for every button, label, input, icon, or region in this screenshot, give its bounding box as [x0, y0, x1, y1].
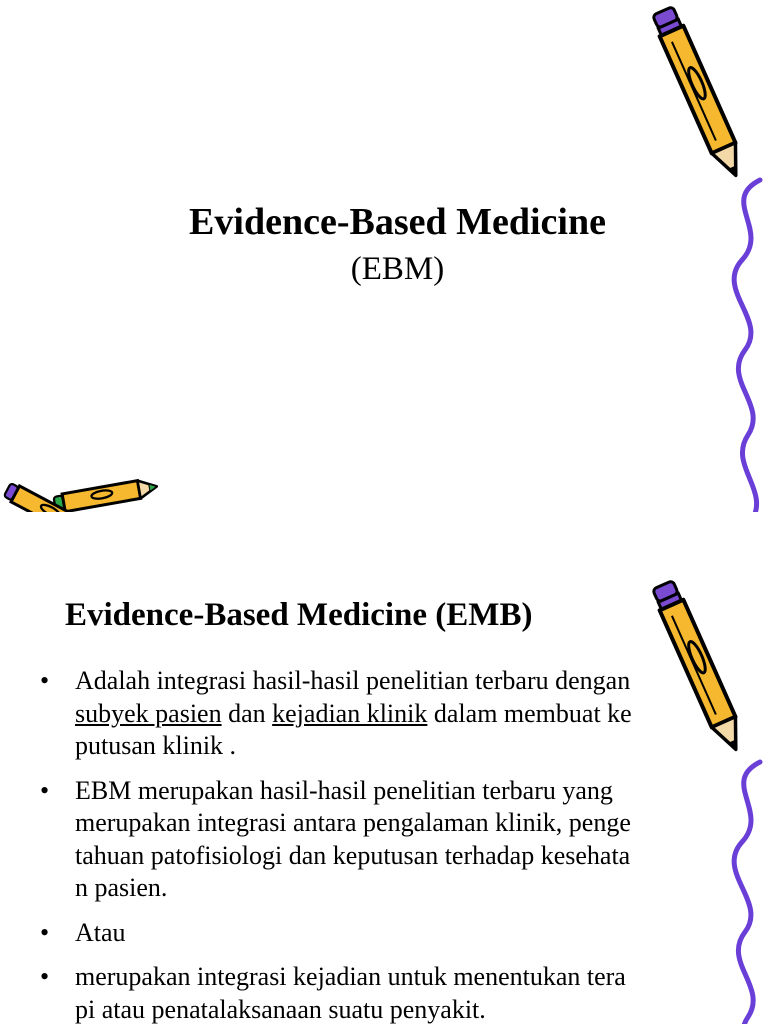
- bullet-line: merupakan integrasi antara pengalaman klinik, penge: [75, 808, 631, 837]
- bullet-line: putusan klinik .: [75, 731, 237, 760]
- content-slide: [0, 512, 768, 1024]
- crossed-pencils-icon: [0, 455, 160, 512]
- bullet-line: [75, 698, 730, 731]
- bullet-line: merupakan integrasi kejadian untuk menentukan tera: [75, 962, 626, 991]
- underlined-term: kejadian klinik: [272, 698, 428, 728]
- title-block: [0, 197, 768, 291]
- bullet-line: Atau: [75, 917, 126, 947]
- list-item: [40, 665, 730, 763]
- bullet-text: dan: [221, 698, 273, 728]
- bullet-line: tahuan patofisiologi dan keputusan terhadap kesehata: [75, 840, 631, 870]
- slide-subtitle: (EBM): [350, 251, 445, 287]
- bullet-line: Adalah integrasi hasil-hasil penelitian terbaru dengan: [75, 666, 631, 695]
- bullet-marker: •: [40, 666, 50, 695]
- list-item: [40, 917, 730, 950]
- bullet-line: pi atau penatalaksanaan suatu penyakit.: [75, 994, 486, 1024]
- bullet-marker: •: [40, 775, 50, 805]
- bullet-line: EBM merupakan hasil-hasil penelitian terbaru yang: [75, 775, 613, 805]
- bullet-list: [40, 665, 730, 1024]
- list-item: [40, 775, 730, 905]
- bullet-marker: •: [40, 962, 50, 991]
- slide-title: Evidence-Based Medicine: [189, 201, 606, 243]
- underlined-term: subyek pasien: [75, 698, 222, 728]
- content-title: Evidence-Based Medicine (EMB): [65, 597, 533, 633]
- bullet-line: n pasien.: [75, 873, 168, 902]
- bullet-text: dalam membuat ke: [427, 698, 632, 728]
- bullet-marker: •: [40, 917, 50, 947]
- list-item: [40, 961, 730, 1024]
